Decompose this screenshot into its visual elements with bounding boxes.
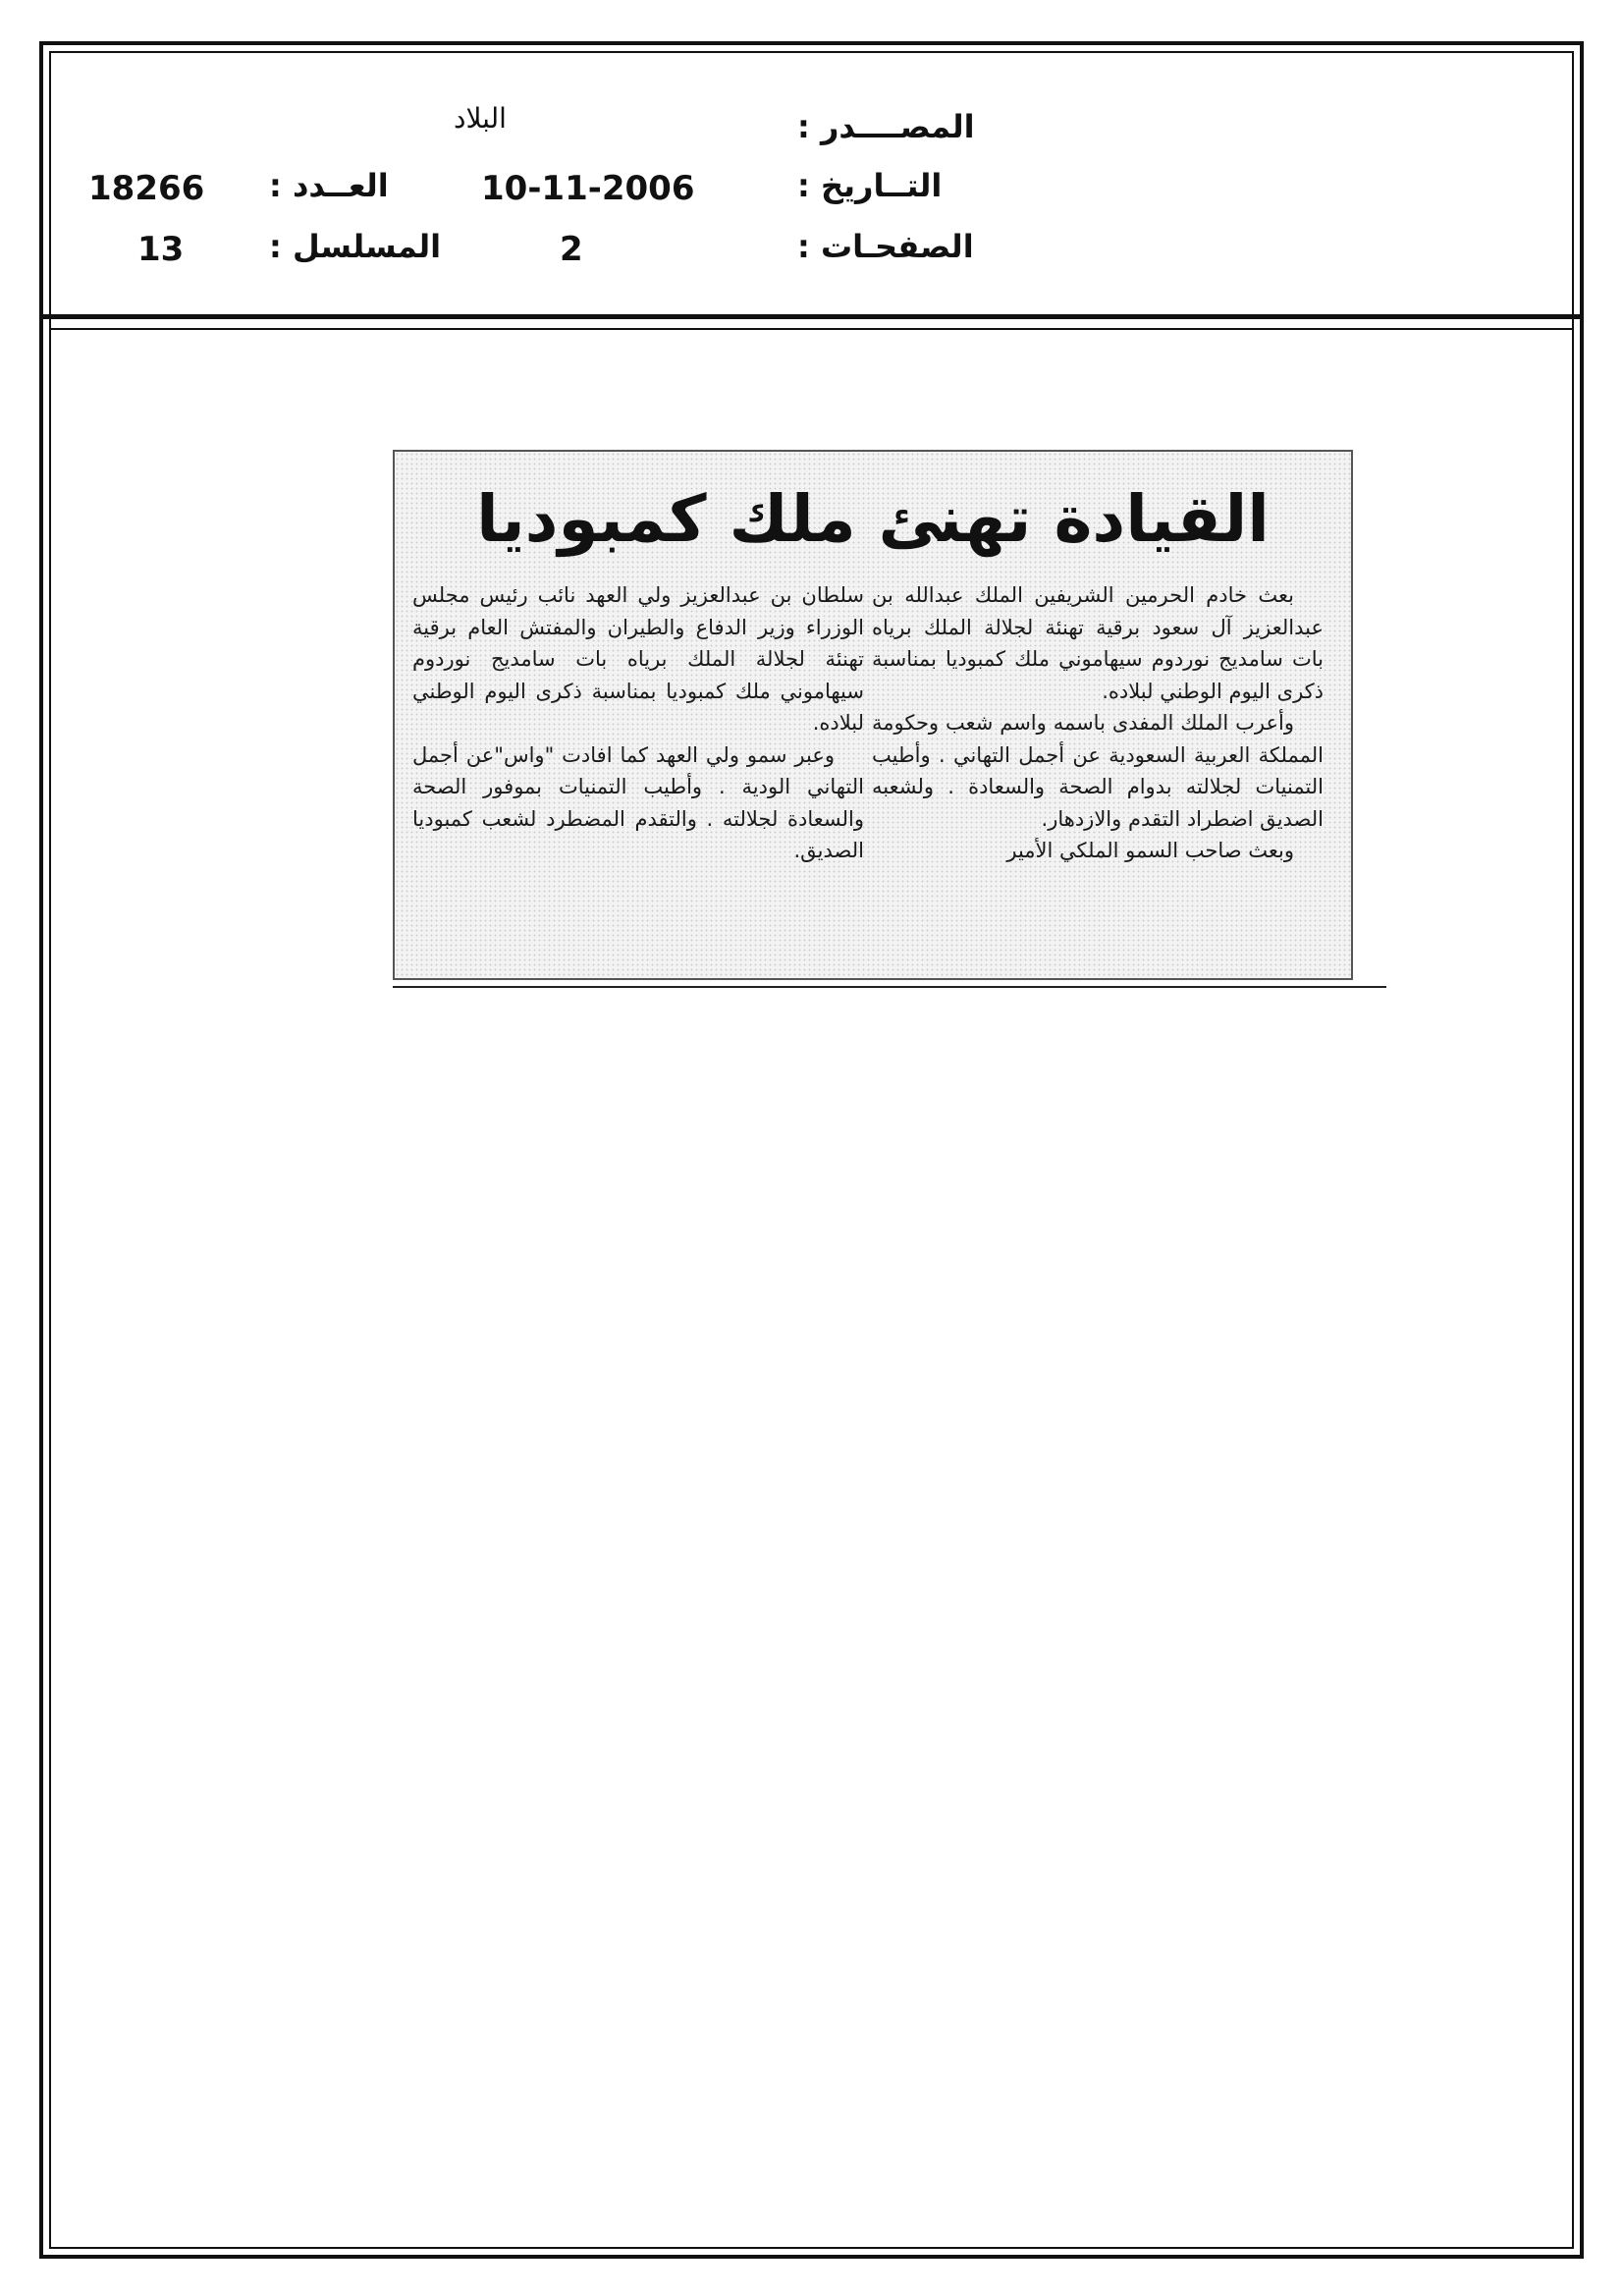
- news-clipping: [393, 450, 1353, 980]
- pages-label: الصفحـات :: [797, 228, 974, 265]
- serial-label: المسلسل :: [269, 228, 442, 265]
- issue-label: العــدد :: [269, 167, 389, 204]
- page-inner-border: [49, 51, 1574, 2249]
- header-divider: [39, 314, 1584, 319]
- source-label: المصــــدر :: [797, 108, 975, 145]
- issue-value: 18266: [88, 169, 205, 208]
- serial-value: 13: [137, 230, 185, 269]
- article-column-left: [412, 579, 864, 867]
- article-paragraph: سلطان بن عبدالعزيز ولي العهد نائب رئيس مجلس الوزراء وزير الدفاع والطيران والمفتش العام برقية تهنئة لجلالة الملك برياه بات سامديج نوردوم سيهاموني ملك كمبوديا بمناسبة ذكرى اليوم الوطني لبلاده.: [412, 583, 864, 735]
- article-column-right: [872, 579, 1324, 867]
- pages-value: 2: [560, 230, 583, 269]
- date-value: 10-11-2006: [481, 169, 695, 208]
- date-label: التــاريخ :: [797, 167, 943, 204]
- article-paragraph: وعبر سمو ولي العهد كما افادت "واس"عن أجمل التهاني الودية . وأطيب التمنيات بموفور الصحة والسعادة لجلالته . والتقدم المضطرد لشعب كمبوديا الصديق.: [412, 742, 864, 862]
- article-paragraph: بعث خادم الحرمين الشريفين الملك عبدالله بن عبدالعزيز آل سعود برقية تهنئة لجلالة الملك برياه بات سامديج نوردوم سيهاموني ملك كمبوديا بمناسبة ذكرى اليوم الوطني لبلاده.: [872, 583, 1324, 703]
- clipping-underline: [393, 986, 1386, 988]
- article-headline: القيادة تهنئ ملك كمبوديا: [476, 481, 1270, 557]
- source-value: البلاد: [454, 102, 507, 135]
- header-divider-thin: [49, 328, 1574, 330]
- article-paragraph: وبعث صاحب السمو الملكي الأمير: [1006, 839, 1294, 862]
- article-paragraph: وأعرب الملك المفدى باسمه واسم شعب وحكومة المملكة العربية السعودية عن أجمل التهاني . وأطيب التمنيات لجلالته بدوام الصحة والسعادة . ولشعبه الصديق اضطراد التقدم والازدهار.: [872, 711, 1324, 831]
